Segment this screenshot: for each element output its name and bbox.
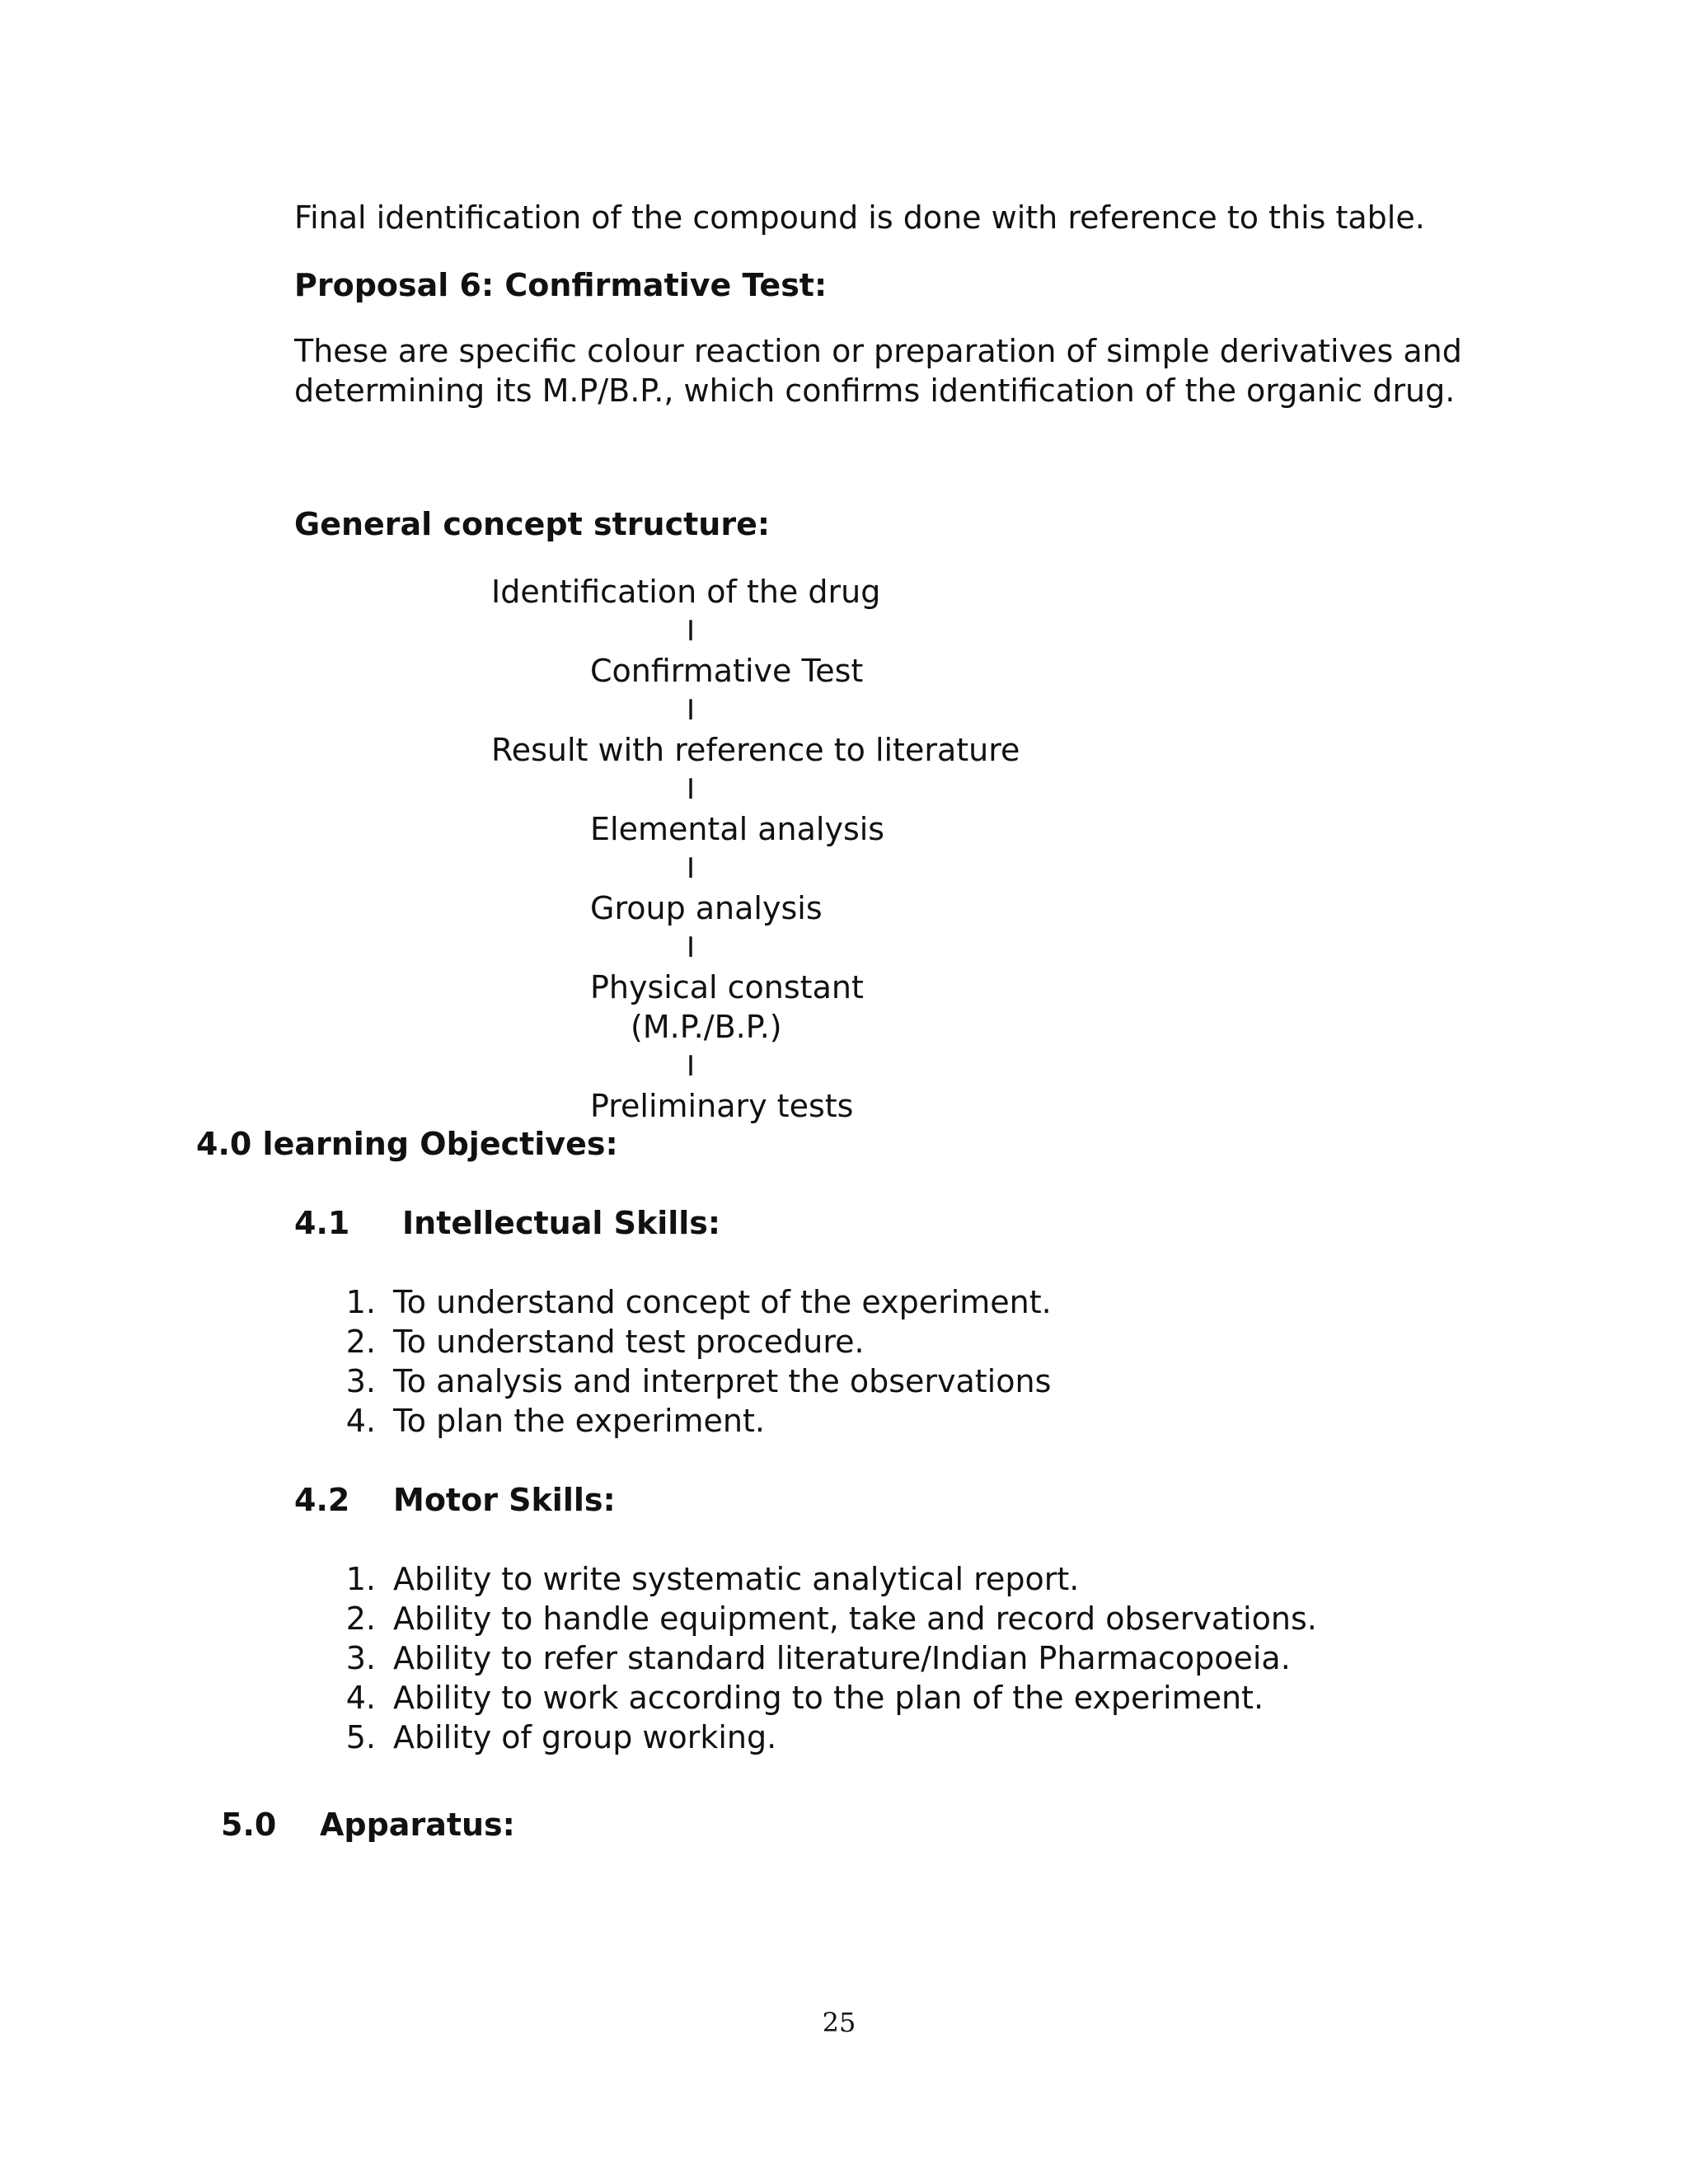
list-item: Ability to handle equipment, take and record observations.	[393, 1601, 1317, 1637]
flow-connector: I	[687, 615, 696, 648]
concept-heading: General concept structure:	[294, 506, 771, 542]
list-item: Ability to work according to the plan of the experiment.	[393, 1680, 1264, 1716]
flow-connector: I	[687, 852, 696, 885]
flow-item-mp-bp: (M.P./B.P.)	[631, 1009, 782, 1045]
subsection-4-2-number: 4.2	[294, 1482, 350, 1518]
flow-connector: I	[687, 773, 696, 806]
page-number: 25	[822, 2007, 856, 2038]
list-item-number: 3.	[345, 1640, 376, 1676]
flow-item-group-analysis: Group analysis	[590, 890, 823, 926]
list-item-number: 2.	[345, 1601, 376, 1637]
list-item: To understand test procedure.	[393, 1324, 865, 1360]
list-item: To analysis and interpret the observations	[393, 1363, 1052, 1399]
list-item: Ability to write systematic analytical report.	[393, 1561, 1080, 1597]
flow-item-elemental-analysis: Elemental analysis	[590, 811, 885, 847]
list-item: To understand concept of the experiment.	[393, 1284, 1052, 1320]
list-item-number: 1.	[345, 1561, 376, 1597]
proposal-text-line2: determining its M.P/B.P., which confirms identification of the organic drug.	[294, 373, 1456, 409]
flow-item-result-literature: Result with reference to literature	[491, 732, 1020, 768]
subsection-4-1-number: 4.1	[294, 1205, 350, 1241]
section-4-heading: 4.0 learning Objectives:	[196, 1126, 618, 1162]
list-item-number: 3.	[345, 1363, 376, 1399]
list-item-number: 2.	[345, 1324, 376, 1360]
list-item-number: 4.	[345, 1403, 376, 1439]
section-5-number: 5.0	[221, 1807, 277, 1843]
proposal-heading: Proposal 6: Confirmative Test:	[294, 267, 828, 303]
list-item: Ability to refer standard literature/Indian Pharmacopoeia.	[393, 1640, 1291, 1676]
flow-item-confirmative-test: Confirmative Test	[590, 653, 864, 689]
list-item-number: 5.	[345, 1719, 376, 1755]
section-5-title: Apparatus:	[320, 1807, 515, 1843]
flow-item-identification: Identification of the drug	[491, 574, 881, 610]
list-item: To plan the experiment.	[393, 1403, 765, 1439]
flow-connector: I	[687, 694, 696, 727]
flow-item-preliminary-tests: Preliminary tests	[590, 1088, 854, 1124]
list-item-number: 1.	[345, 1284, 376, 1320]
intro-line: Final identification of the compound is done with reference to this table.	[294, 199, 1425, 236]
flow-connector: I	[687, 931, 696, 964]
flow-item-physical-constant: Physical constant	[590, 969, 864, 1005]
list-item: Ability of group working.	[393, 1719, 777, 1755]
subsection-4-1-title: Intellectual Skills:	[402, 1205, 721, 1241]
list-item-number: 4.	[345, 1680, 376, 1716]
flow-connector: I	[687, 1050, 696, 1083]
subsection-4-2-title: Motor Skills:	[393, 1482, 616, 1518]
proposal-text-line1: These are specific colour reaction or preparation of simple derivatives and	[294, 333, 1462, 369]
